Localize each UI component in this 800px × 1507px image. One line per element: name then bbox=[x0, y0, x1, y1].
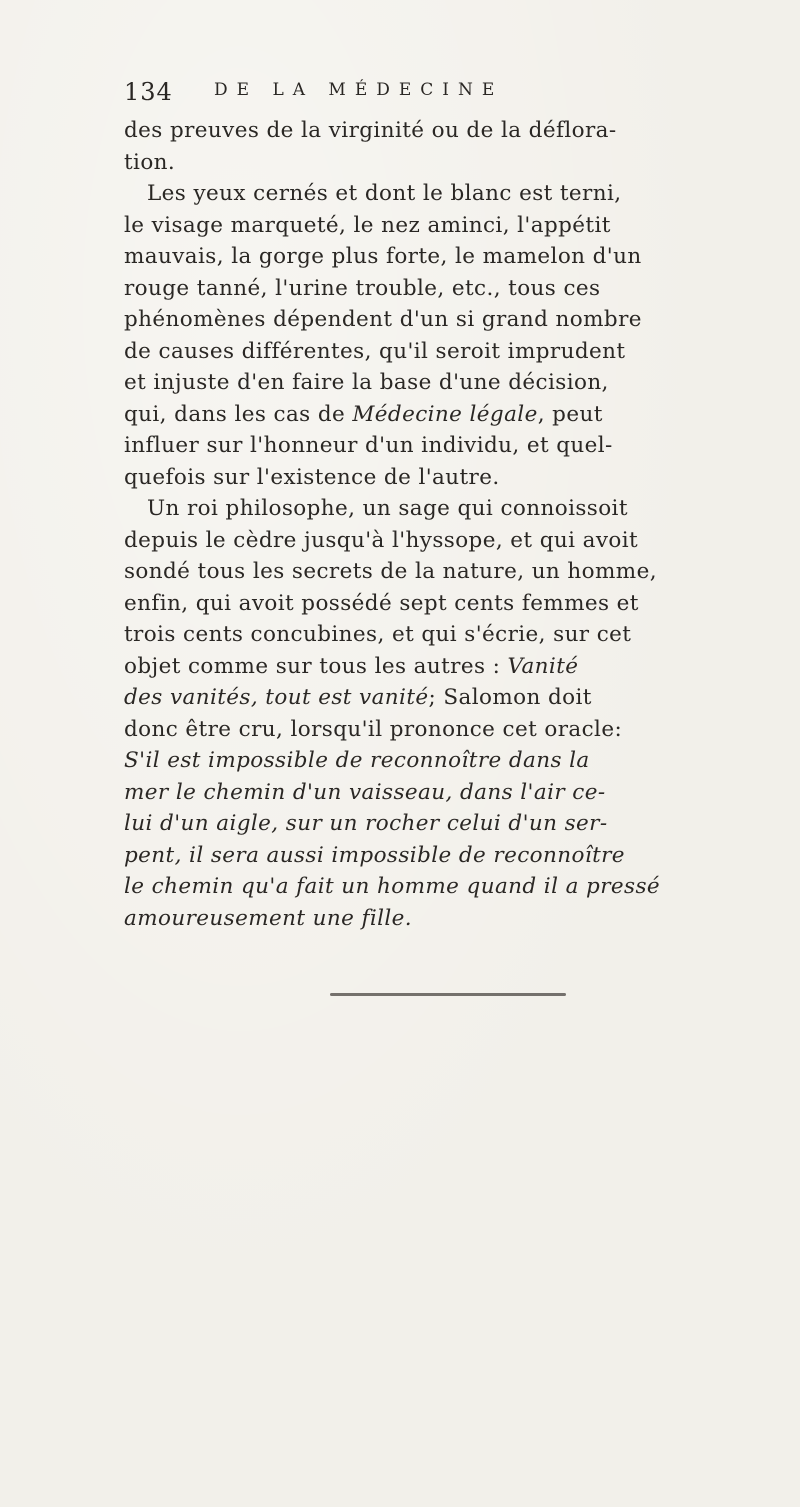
italic-segment: Vanité bbox=[507, 653, 579, 679]
text-line: donc être cru, lorsqu'il prononce cet oracle: bbox=[124, 716, 623, 742]
text-line: le visage marqueté, le nez aminci, l'appétit bbox=[124, 212, 611, 238]
text-line: trois cents concubines, et qui s'écrie, sur cet bbox=[124, 622, 632, 647]
text-line: depuis le cèdre jusqu'à l'hyssope, et qui avoit bbox=[124, 527, 639, 553]
text-line: amoureusement une fille. bbox=[124, 905, 413, 931]
text-line: Un roi philosophe, un sage qui connoissoit bbox=[147, 496, 628, 521]
text-line: Les yeux cernés et dont le blanc est terni, bbox=[147, 181, 622, 206]
text-line: mauvais, la gorge plus forte, le mamelon d'un bbox=[124, 244, 642, 269]
text-line: pent, il sera aussi impossible de reconnoître bbox=[124, 842, 625, 868]
text-line: S'il est impossible de reconnoître dans la bbox=[124, 748, 590, 773]
text-line: lui d'un aigle, sur un rocher celui d'un ser- bbox=[124, 811, 608, 836]
running-head: DE LA MÉDECINE bbox=[214, 80, 504, 100]
text-line: tion. bbox=[124, 149, 176, 175]
text-line: mer le chemin d'un vaisseau, dans l'air ce- bbox=[124, 779, 606, 805]
text-line: quefois sur l'existence de l'autre. bbox=[124, 464, 500, 490]
text-line: le chemin qu'a fait un homme quand il a pressé bbox=[124, 874, 661, 899]
text-line: influer sur l'honneur d'un individu, et quel- bbox=[124, 433, 613, 458]
text-line bbox=[124, 651, 754, 683]
roman-segment: ; Salomon doit bbox=[428, 685, 592, 710]
text-line: et injuste d'en faire la base d'une décision, bbox=[124, 370, 609, 395]
roman-segment: , peut bbox=[537, 401, 603, 427]
roman-segment: qui, dans les cas de bbox=[124, 401, 353, 427]
italic-segment: des vanités, tout est vanité bbox=[124, 685, 429, 710]
page-number: 134 bbox=[124, 78, 173, 106]
text-line bbox=[124, 399, 754, 431]
text-line: des preuves de la virginité ou de la déflora- bbox=[124, 118, 617, 143]
text-line: phénomènes dépendent d'un si grand nombre bbox=[124, 307, 642, 332]
italic-segment: Médecine légale bbox=[352, 401, 538, 427]
text-line: sondé tous les secrets de la nature, un homme, bbox=[124, 559, 657, 584]
text-line: enfin, qui avoit possédé sept cents femmes et bbox=[124, 590, 639, 616]
page-header bbox=[124, 78, 744, 108]
roman-segment: objet comme sur tous les autres : bbox=[124, 653, 508, 679]
end-rule bbox=[330, 993, 566, 996]
body-text bbox=[124, 115, 754, 934]
text-line: rouge tanné, l'urine trouble, etc., tous ces bbox=[124, 275, 601, 301]
text-line: de causes différentes, qu'il seroit imprudent bbox=[124, 338, 626, 364]
text-line bbox=[124, 682, 754, 714]
